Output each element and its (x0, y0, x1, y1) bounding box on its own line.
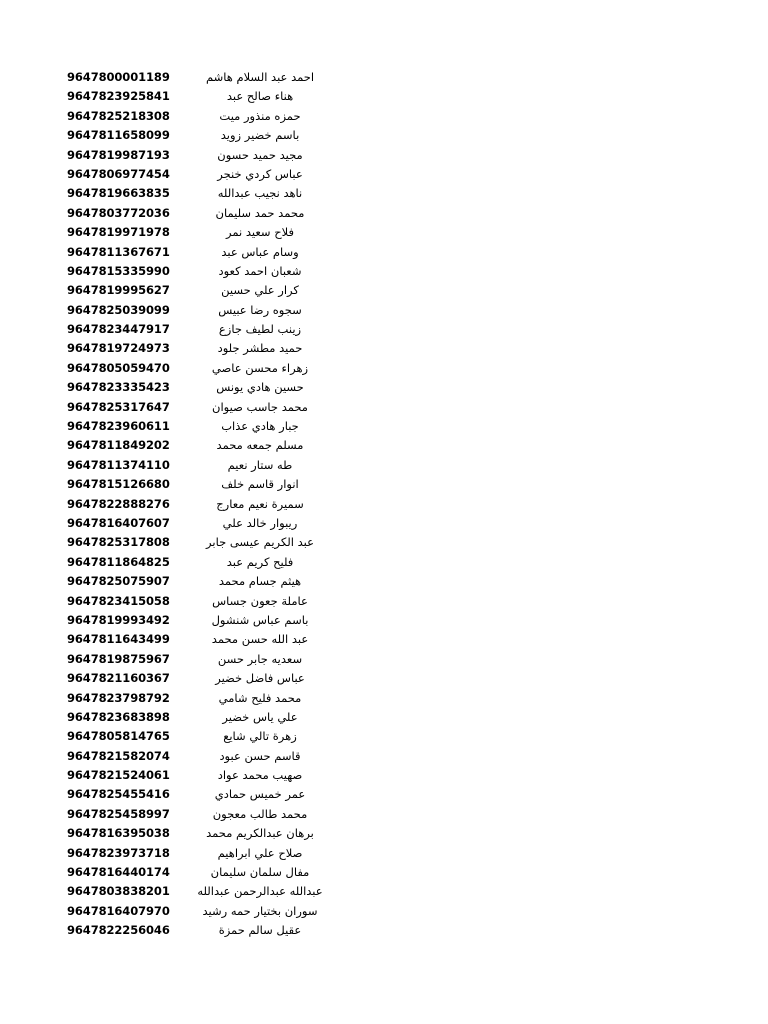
phone-number: 9647811849202 (67, 438, 170, 453)
phone-number: 9647811367671 (67, 244, 170, 259)
phone-number: 9647825455416 (67, 787, 170, 802)
list-row (0, 863, 768, 882)
list-row (0, 592, 768, 611)
phone-number: 9647825317808 (67, 535, 170, 550)
list-row (0, 417, 768, 436)
person-name: مسلم جمعه محمد (216, 438, 304, 453)
list-row (0, 747, 768, 766)
list-row (0, 785, 768, 804)
list-row (0, 902, 768, 921)
person-name: زهرة تالي شايع (223, 729, 297, 744)
person-name: ناهد نجيب عبدالله (217, 186, 303, 201)
person-name: كرار علي حسين (221, 283, 299, 298)
list-row (0, 921, 768, 940)
list-row (0, 184, 768, 203)
phone-number: 9647819724973 (67, 341, 170, 356)
list-row (0, 727, 768, 746)
person-name: حسين هادي يونس (216, 380, 304, 395)
list-row (0, 766, 768, 785)
phone-number: 9647823447917 (67, 322, 170, 337)
phone-number: 9647816440174 (67, 865, 170, 880)
person-name: محمد فليح شامي (218, 690, 302, 705)
phone-number: 9647815126680 (67, 477, 170, 492)
person-name: حمزه منذور ميت (219, 108, 301, 123)
list-row (0, 378, 768, 397)
phone-number: 9647819987193 (67, 147, 170, 162)
list-row (0, 301, 768, 320)
phone-number: 9647811374110 (67, 457, 170, 472)
list-row (0, 68, 768, 87)
list-row (0, 398, 768, 417)
list-row (0, 243, 768, 262)
phone-number: 9647823960611 (67, 419, 170, 434)
person-name: محمد جاسب صيوان (212, 399, 308, 414)
phone-number: 9647822888276 (67, 496, 170, 511)
phone-number: 9647816407607 (67, 515, 170, 530)
phone-number: 9647823415058 (67, 593, 170, 608)
phone-number: 9647823683898 (67, 709, 170, 724)
list-row (0, 436, 768, 455)
phone-number: 9647816407970 (67, 903, 170, 918)
phone-number: 9647825458997 (67, 806, 170, 821)
list-row (0, 630, 768, 649)
phone-number: 9647803838201 (67, 884, 170, 899)
person-name: علي ياس خضير (222, 709, 298, 724)
person-name: عبدالله عبدالرحمن عبدالله (197, 884, 323, 899)
phone-number: 9647823798792 (67, 690, 170, 705)
list-row (0, 572, 768, 591)
list-row (0, 708, 768, 727)
list-row (0, 281, 768, 300)
list-row (0, 553, 768, 572)
person-name: برهان عبدالكريم محمد (206, 826, 314, 841)
person-name: فلاح سعيد نمر (226, 225, 294, 240)
list-row (0, 669, 768, 688)
person-name: عاملة جعون جساس (212, 593, 308, 608)
phone-number: 9647825317647 (67, 399, 170, 414)
phone-number: 9647819971978 (67, 225, 170, 240)
person-name: سعديه جابر حسن (217, 651, 303, 666)
list-row (0, 223, 768, 242)
list-row (0, 262, 768, 281)
person-name: وسام عباس عبد (221, 244, 299, 259)
person-name: عباس فاضل خضير (215, 671, 305, 686)
phone-number: 9647819993492 (67, 612, 170, 627)
phone-number: 9647816395038 (67, 826, 170, 841)
list-row (0, 107, 768, 126)
person-name: عباس كردي خنجر (217, 166, 303, 181)
list-row (0, 475, 768, 494)
person-name: مفال سلمان سليمان (210, 865, 310, 880)
phone-number: 9647815335990 (67, 263, 170, 278)
person-name: سميرة نعيم معارج (216, 496, 304, 511)
phone-number: 9647823925841 (67, 89, 170, 104)
phone-number: 9647811864825 (67, 554, 170, 569)
phone-number: 9647819663835 (67, 186, 170, 201)
phone-number: 9647823973718 (67, 845, 170, 860)
list-row (0, 165, 768, 184)
person-name: احمد عبد السلام هاشم (205, 70, 315, 84)
person-name: سوران بختيار حمه رشيد (202, 903, 318, 918)
list-row (0, 533, 768, 552)
person-name: جبار هادي عذاب (221, 419, 299, 434)
list-row (0, 126, 768, 145)
phone-number: 9647821524061 (67, 768, 170, 783)
person-name: مجيد حميد حسون (217, 147, 303, 162)
phone-number: 9647825039099 (67, 302, 170, 317)
phone-number: 9647819875967 (67, 651, 170, 666)
person-name: محمد حمد سليمان (215, 205, 305, 220)
list-row (0, 844, 768, 863)
phone-number: 9647811643499 (67, 632, 170, 647)
list-row (0, 495, 768, 514)
phone-number: 9647811658099 (67, 128, 170, 143)
list-row (0, 146, 768, 165)
phone-number: 9647805814765 (67, 729, 170, 744)
person-name: طه ستار نعيم (227, 457, 293, 472)
person-name: عبد الكريم عيسى جابر (206, 535, 314, 550)
phone-number: 9647825075907 (67, 574, 170, 589)
person-name: عبد الله حسن محمد (211, 632, 309, 647)
list-row (0, 514, 768, 533)
person-name: زينب لطيف جازع (218, 322, 302, 337)
person-name: شعبان احمد كعود (218, 263, 302, 278)
list-row (0, 456, 768, 475)
contact-list (0, 68, 768, 941)
person-name: ريبوار خالد علي (222, 515, 298, 530)
phone-number: 9647821160367 (67, 671, 170, 686)
list-row (0, 805, 768, 824)
person-name: فليح كريم عبد (226, 554, 294, 569)
phone-number: 9647805059470 (67, 360, 170, 375)
person-name: قاسم حسن عبود (219, 748, 301, 763)
phone-number: 9647823335423 (67, 380, 170, 395)
person-name: صهيب محمد عواد (217, 768, 303, 783)
person-name: عمر خميس حمادي (214, 787, 306, 802)
list-row (0, 824, 768, 843)
list-row (0, 611, 768, 630)
phone-number: 9647819995627 (67, 283, 170, 298)
list-row (0, 339, 768, 358)
list-row (0, 320, 768, 339)
person-name: هناء صالح عبد (226, 89, 294, 104)
person-name: سجوه رضا عبيس (218, 302, 302, 317)
phone-number: 9647825218308 (67, 108, 170, 123)
person-name: هيثم جسام محمد (218, 574, 302, 589)
person-name: باسم عباس شنشول (211, 612, 309, 627)
person-name: باسم خضير زويد (220, 128, 300, 143)
list-row (0, 87, 768, 106)
person-name: حميد مطشر جلود (217, 341, 303, 356)
phone-number: 9647821582074 (67, 748, 170, 763)
phone-number: 9647803772036 (67, 205, 170, 220)
person-name: زهراء محسن عاصي (211, 360, 309, 375)
list-row (0, 204, 768, 223)
person-name: عقيل سالم حمزة (218, 923, 302, 938)
list-row (0, 689, 768, 708)
phone-number: 9647822256046 (67, 923, 170, 938)
phone-number: 9647800001189 (67, 70, 170, 84)
phone-number: 9647806977454 (67, 166, 170, 181)
list-row (0, 650, 768, 669)
person-name: محمد طالب معجون (212, 806, 308, 821)
person-name: صلاح علي ابراهيم (217, 845, 303, 860)
list-row (0, 882, 768, 901)
person-name: انوار قاسم خلف (221, 477, 299, 492)
list-row (0, 359, 768, 378)
